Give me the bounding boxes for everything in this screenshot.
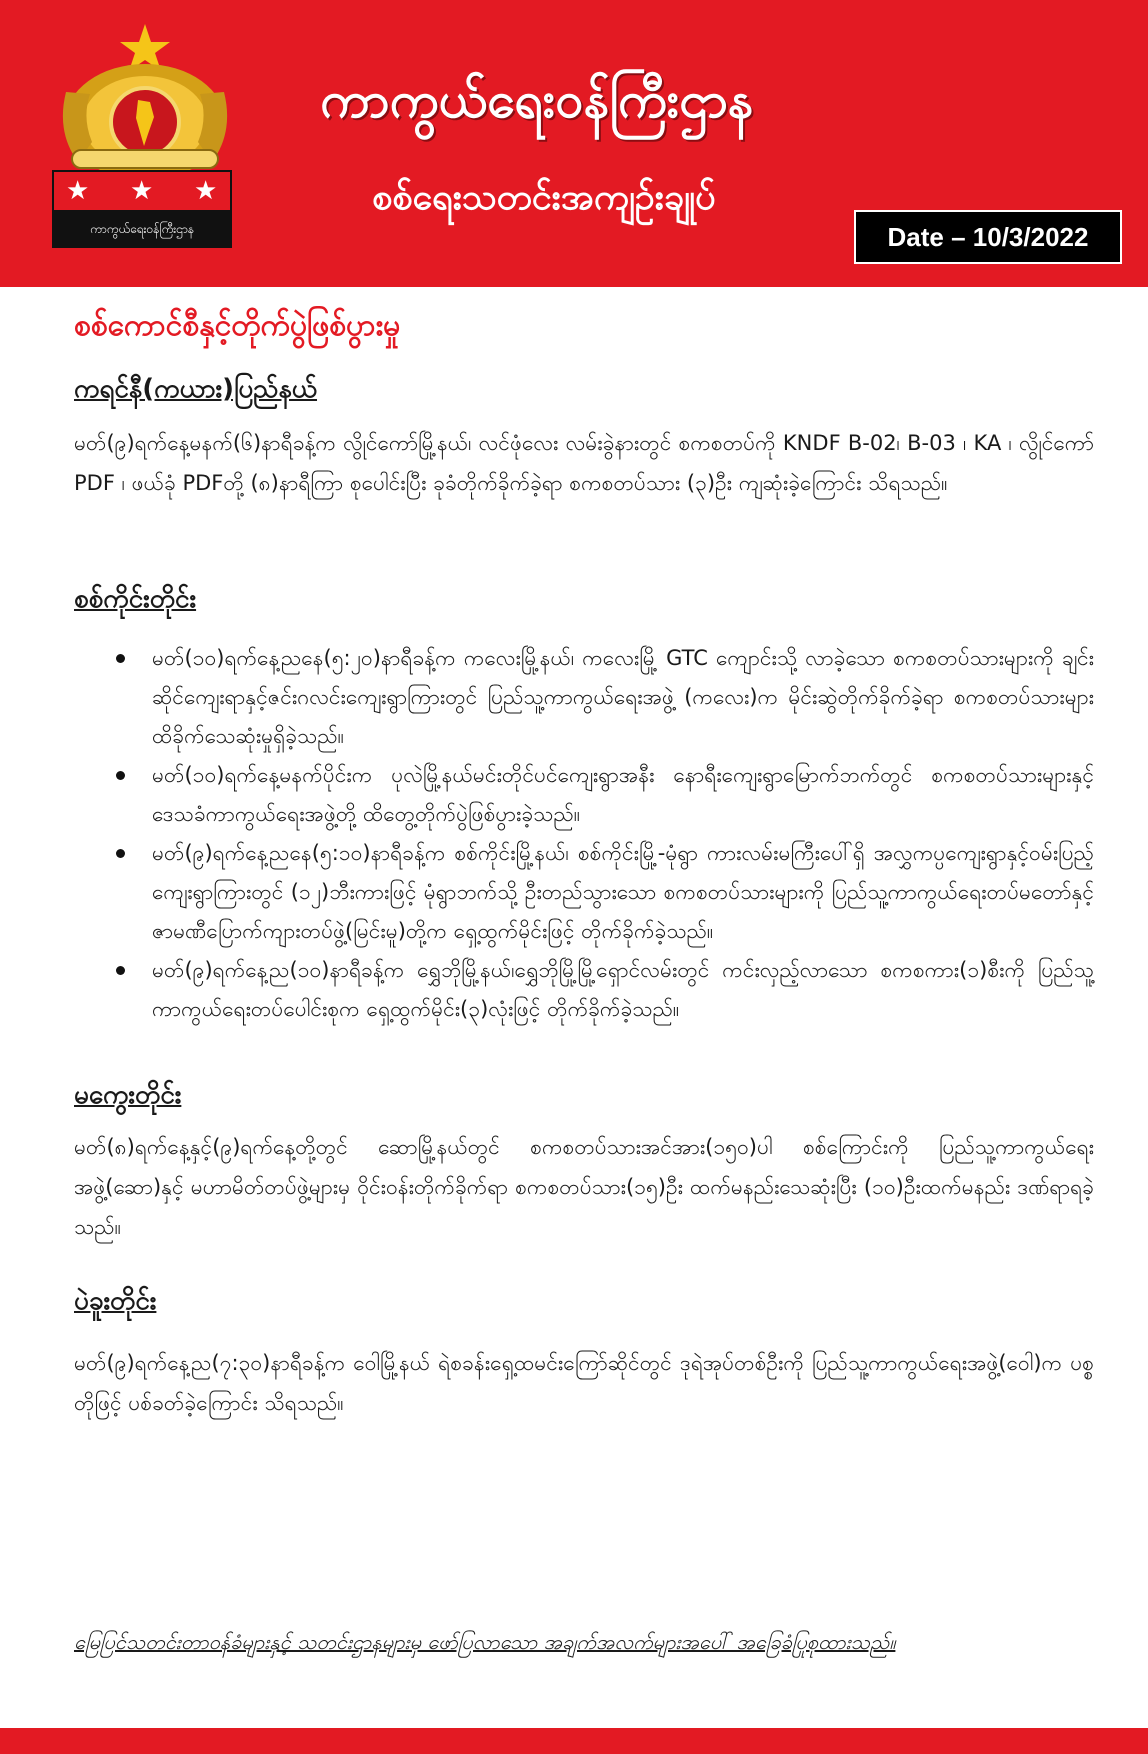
heading-bago: ပဲခူးတိုင်း: [74, 1286, 157, 1316]
paragraph-karenni: မတ်(၉)ရက်နေ့မနက်(၆)နာရီခန့်က လွိုင်ကော်မြို့နယ်၊ လင်ဖုံလေး လမ်းခွဲနားတွင် စကစတပ်ကို KNDF B-02၊ B-03 ၊ KA ၊ လွိုင်ကော် PDF ၊ ဖယ်ခုံ PDFတို့ (၈)နာရီကြာ စုပေါင်းပြီး ခုခံတိုက်ခိုက်ခဲ့ရာ စကစတပ်သား (၃)ဦး ကျဆုံးခဲ့ကြောင်း သိရသည်။: [74, 431, 1094, 495]
heading-magway: မကွေးတိုင်း: [74, 1080, 182, 1110]
list-item: မတ်(၉)ရက်နေ့ညနေ(၅:၁၀)နာရီခန့်က စစ်ကိုင်းမြို့နယ်၊ စစ်ကိုင်းမြို့-မုံရွာ ကားလမ်းမကြီးပေါ်ရှိ အလွှကပ္ပကျေးရွာနှင့်ဝမ်းပြည့်ကျေးရွာကြားတွင် (၁၂)ဘီးကားဖြင့် မုံရွာဘက်သို့ ဦးတည်သွားသော စကစတပ်သားများကို ပြည်သူ့ကာကွယ်ရေးတပ်မတော်နှင့်ဇာမဏီပြောက်ကျားတပ်ဖွဲ့(မြင်းမူ)တို့က ရှေ့ထွက်မိုင်းဖြင့် တိုက်ခိုက်ခဲ့သည်။: [74, 834, 1094, 951]
emblem-caption: ကာကွယ်ရေးဝန်ကြီးဌာန: [52, 210, 232, 248]
paragraph-magway: မတ်(၈)ရက်နေ့နှင့်(၉)ရက်နေ့တို့တွင် ဆောမြို့နယ်တွင် စကစတပ်သားအင်အား(၁၅၀)ပါ စစ်ကြောင်းကို ပြည်သူ့ကာကွယ်ရေးအဖွဲ့(ဆော)နှင့် မဟာမိတ်တပ်ဖွဲ့များမှ ဝိုင်းဝန်းတိုက်ခိုက်ရာ စကစတပ်သား(၁၅)ဦး ထက်မနည်းသေဆုံးပြီး (၁၀)ဦးထက်မနည်း ဒဏ်ရာရခဲ့သည်။: [74, 1135, 1094, 1239]
list-item: မတ်(၉)ရက်နေ့ည(၁၀)နာရီခန့်က ရွှေဘိုမြို့နယ်၊ရွှေဘိုမြို့မြို့ရှောင်လမ်းတွင် ကင်းလှည့်လာသော စကစကား(၁)စီးကို ပြည်သူ့ကာကွယ်ရေးတပ်ပေါင်းစုက ရှေ့ထွက်မိုင်း(၃)လုံးဖြင့် တိုက်ခိုက်ခဲ့သည်။: [74, 951, 1094, 1029]
list-item: မတ်(၁၀)ရက်နေ့မနက်ပိုင်းက ပုလဲမြို့နယ်မင်းတိုင်ပင်ကျေးရွာအနီး နောရီးကျေးရွာမြောက်ဘက်တွင် စကစတပ်သားများနှင့်ဒေသခံကာကွယ်ရေးအဖွဲ့တို့ ထိတွေ့တိုက်ပွဲဖြစ်ပွားခဲ့သည်။: [74, 756, 1094, 834]
star-icon: ★: [194, 176, 218, 206]
section-title: စစ်ကောင်စီနှင့်တိုက်ပွဲဖြစ်ပွားမှု: [74, 308, 401, 343]
bottom-bar: [0, 1728, 1148, 1754]
heading-sagaing: စစ်ကိုင်းတိုင်း: [74, 584, 197, 614]
star-icon: ★: [66, 176, 90, 206]
emblem-strip: [52, 170, 232, 248]
star-band: [52, 170, 232, 210]
header-banner: [0, 0, 1148, 287]
source-note: မြေပြင်သတင်းတာဝန်ခံများနှင့် သတင်းဌာနများမှ ဖော်ပြလာသော အချက်အလက်များအပေါ် အခြေခံပြုစုထားသည်။: [74, 1630, 896, 1654]
list-item: မတ်(၁၀)ရက်နေ့ညနေ(၅:၂၀)နာရီခန့်က ကလေးမြို့နယ်၊ ကလေးမြို့ GTC ကျောင်းသို့ လာခဲ့သော စကစတပ်သားများကို ချင်းဆိုင်ကျေးရာနှင့်ဇင်းဂလင်းကျေးရွာကြားတွင် ပြည်သူ့ကာကွယ်ရေးအဖွဲ့ (ကလေး)က မိုင်းဆွဲတိုက်ခိုက်ခဲ့ရာ စကစတပ်သားများ ထိခိုက်သေဆုံးမှုရှိခဲ့သည်။: [74, 639, 1094, 756]
bulletin-subtitle: စစ်ရေးသတင်းအကျဉ်းချုပ်: [372, 177, 716, 218]
sagaing-list: [74, 639, 1094, 1029]
star-icon: ★: [130, 176, 154, 206]
paragraph-bago: မတ်(၉)ရက်နေ့ည(၇:၃၀)နာရီခန့်က ဝေါမြို့နယ် ရဲစခန်းရှေ့ထမင်းကြော်ဆိုင်တွင် ဒုရဲအုပ်တစ်ဦးကို ပြည်သူ့ကာကွယ်ရေးအဖွဲ့(ဝေါ)က ပစ္စတိုဖြင့် ပစ်ခတ်ခဲ့ကြောင်း သိရသည်။: [74, 1351, 1094, 1415]
date-badge: Date – 10/3/2022: [854, 210, 1122, 264]
ministry-title: ကာကွယ်ရေးဝန်ကြီးဌာန: [320, 71, 754, 129]
heading-karenni: ကရင်နီ(ကယား)ပြည်နယ်: [74, 374, 318, 404]
